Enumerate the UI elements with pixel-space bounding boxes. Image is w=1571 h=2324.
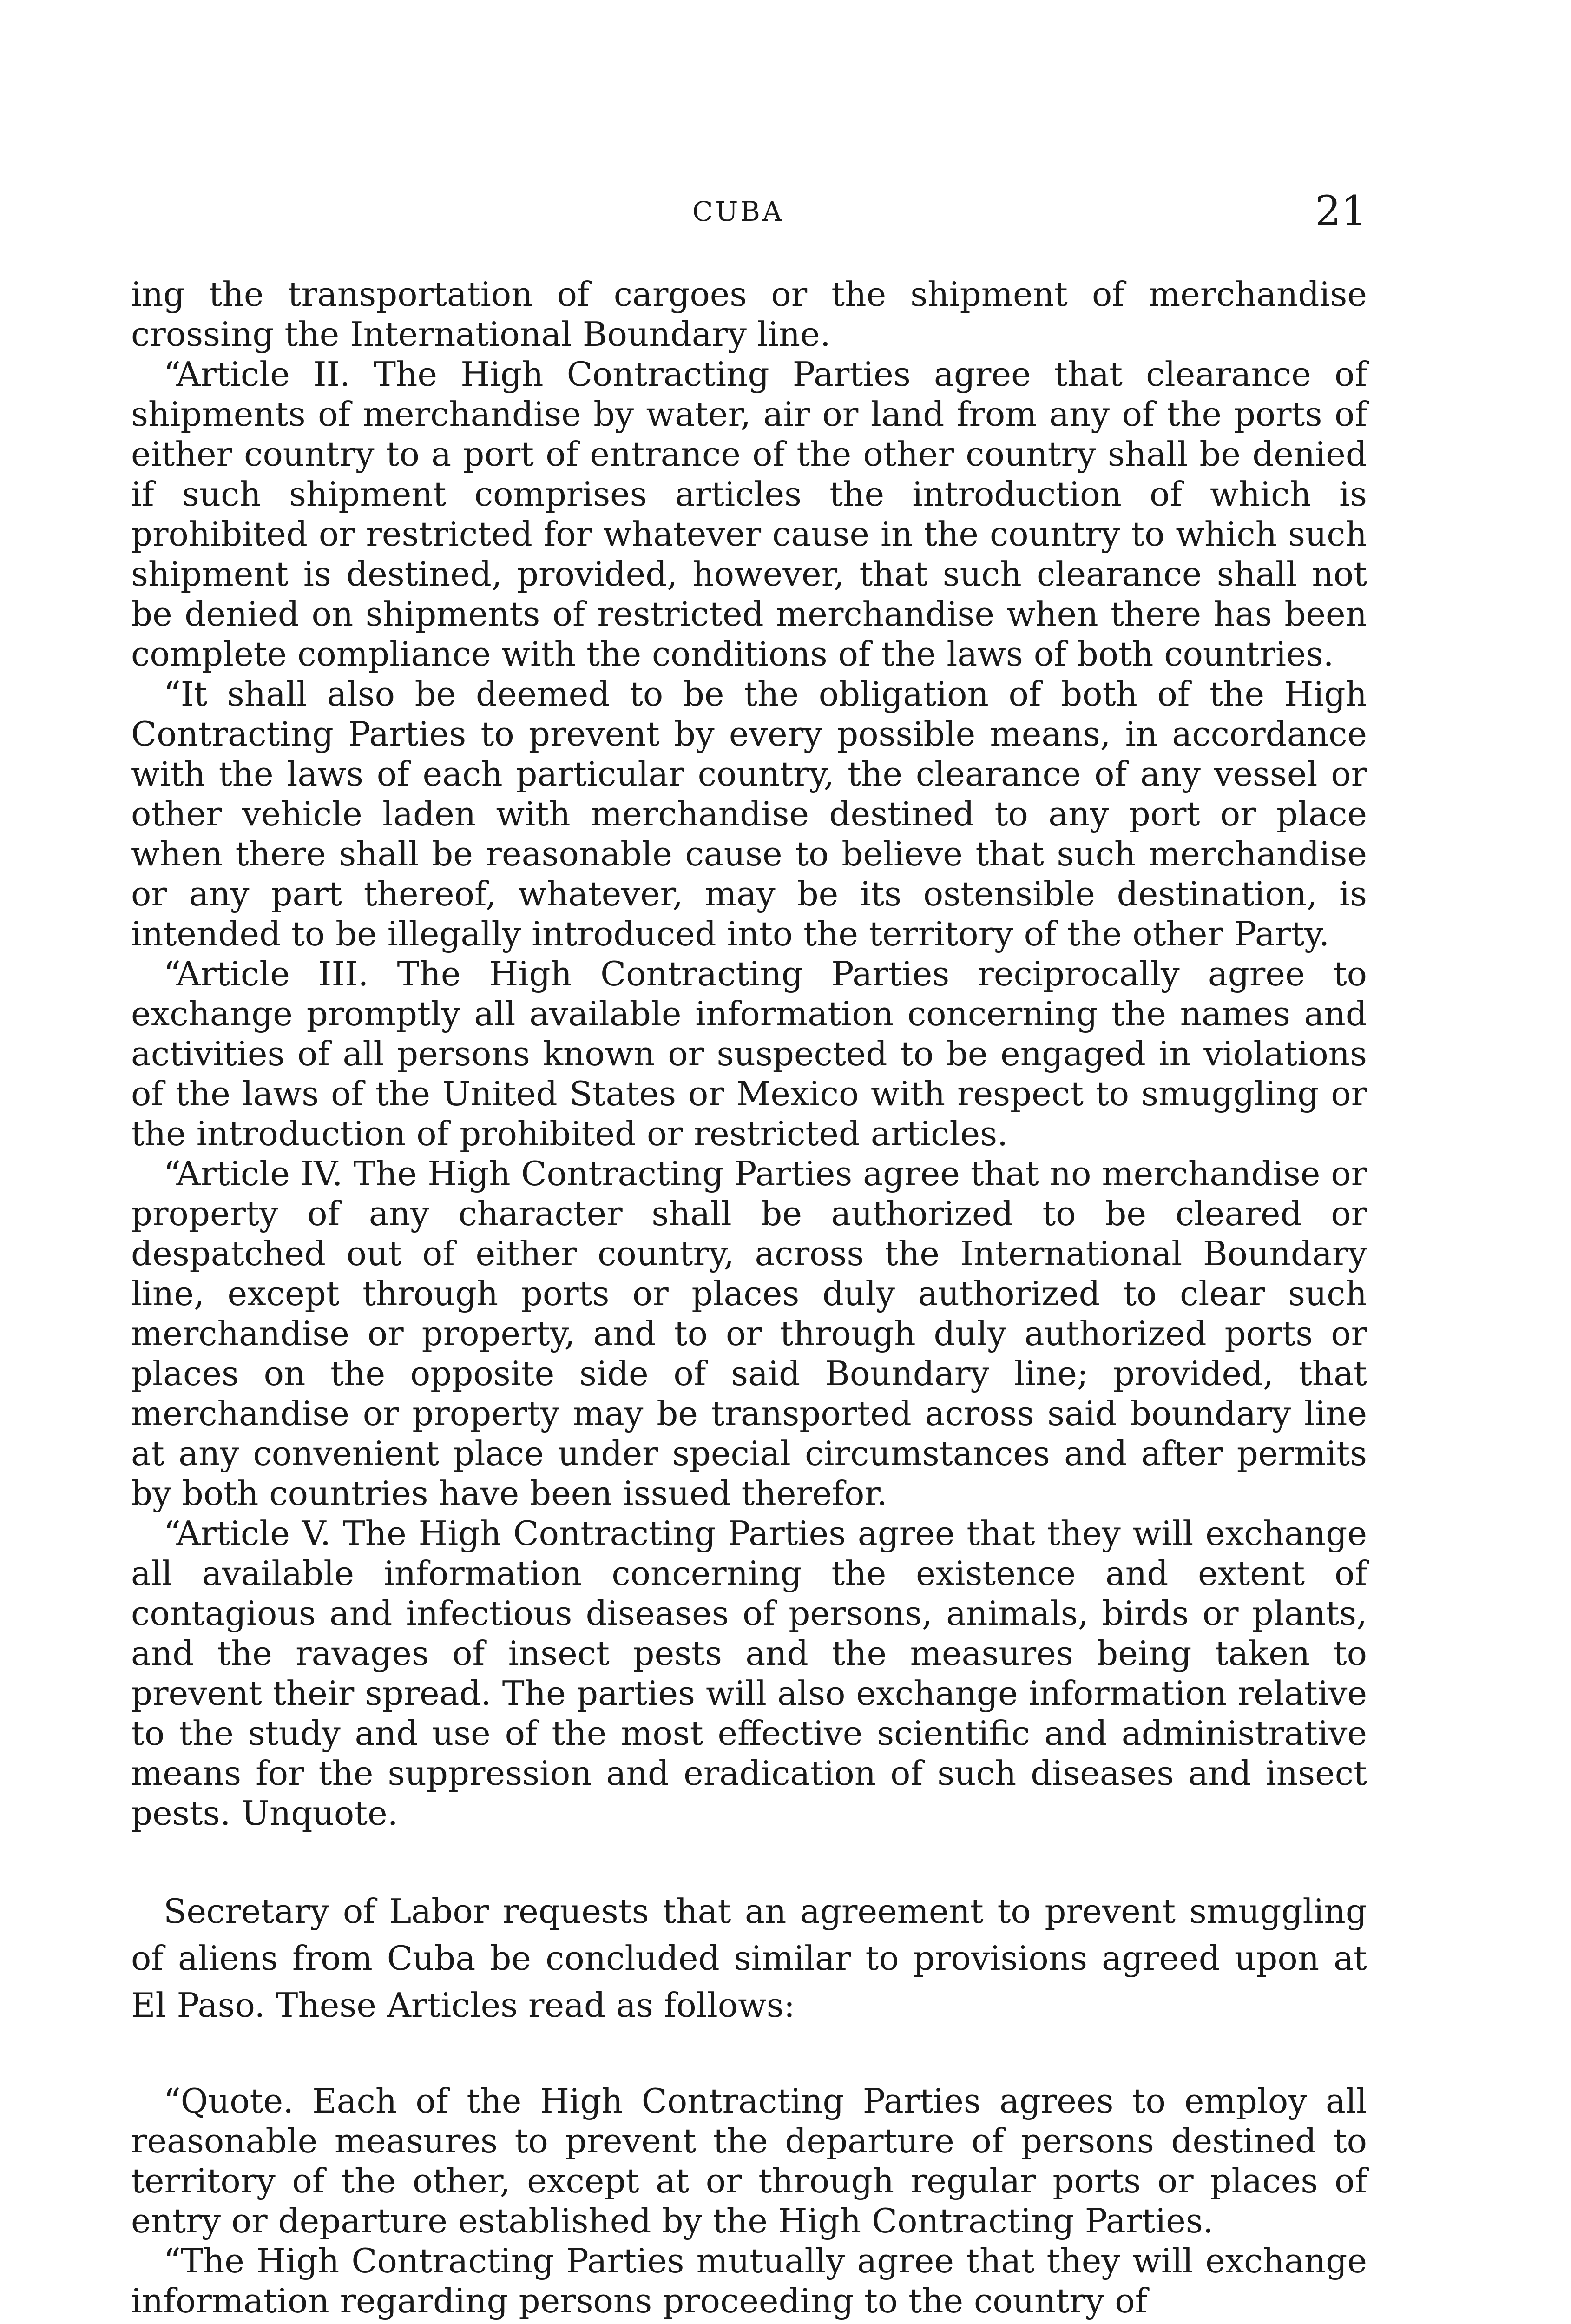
paragraph-obligation: “It shall also be deemed to be the obligation of both of the High Contracting Parties to prevent by every possible means, in accordance with the laws of each particular country, the clearance of any vessel or other vehicle laden with merchandise destined to any port or place when there shall be reasonable cause to believe that such merchandise or any part thereof, whatever, may be its ostensible destination, is intended to be illegally introduced into the territory of the other Party. xyxy=(131,674,1367,953)
page-number: 21 xyxy=(1315,187,1367,235)
paragraph-article-ii: “Article II. The High Contracting Parties agree that clearance of shipments of merchandise by water, air or land from any of the ports of either country to a port of entrance of the other country shall be denied if such shipment comprises articles the introduction of which is prohibited or restricted for whatever cause in the country to which such shipment is destined, provided, however, that such clearance shall not be denied on shipments of restricted merchandise when there has been complete compliance with the conditions of the laws of both countries. xyxy=(131,355,1367,673)
paragraph-article-v: “Article V. The High Contracting Parties agree that they will exchange all available information concerning the existence and extent of contagious and infectious diseases of persons, animals, birds or plants, and the ravages of insect pests and the measures being taken to prevent their spread. The parties will also exchange information relative to the study and use of the most effective scientific and administrative means for the suppression and eradication of such diseases and insect pests. Unquote. xyxy=(131,1514,1367,1833)
paragraph-quote: “Quote. Each of the High Contracting Parties agrees to employ all reasonable measures to prevent the departure of persons destined to territory of the other, except at or through regular ports or places of entry or departure established by the High Contracting Parties. xyxy=(131,2081,1367,2240)
paragraph-article-iv: “Article IV. The High Contracting Parties agree that no merchandise or property of any character shall be authorized to be cleared or despatched out of either country, across the International Boundary line, except through ports or places duly authorized to clear such merchandise or property, and to or through duly authorized ports or places on the opposite side of said Boundary line; provided, that merchandise or property may be transported across said boundary line at any convenient place under special circumstances and after permits by both countries have been issued therefor. xyxy=(131,1154,1367,1513)
paragraph-secretary-of-labor: Secretary of Labor requests that an agreement to prevent smuggling of aliens from Cuba be concluded similar to provisions agreed upon at El Paso. These Articles read as follows: xyxy=(131,1892,1367,2025)
paragraph-article-iii: “Article III. The High Contracting Parties reciprocally agree to exchange promptly all available information concerning the names and activities of all persons known or suspected to be engaged in violations of the laws of the United States or Mexico with respect to smuggling or the introduction of prohibited or restricted articles. xyxy=(131,954,1367,1153)
paragraph-exchange-information: “The High Contracting Parties mutually agree that they will exchange information regarding persons proceeding to the country of xyxy=(131,2241,1367,2320)
body-text xyxy=(131,274,1367,2321)
running-header-title: CUBA xyxy=(692,196,784,227)
paragraph-continuation: ing the transportation of cargoes or the shipment of merchandise crossing the International Boundary line. xyxy=(131,275,1367,354)
